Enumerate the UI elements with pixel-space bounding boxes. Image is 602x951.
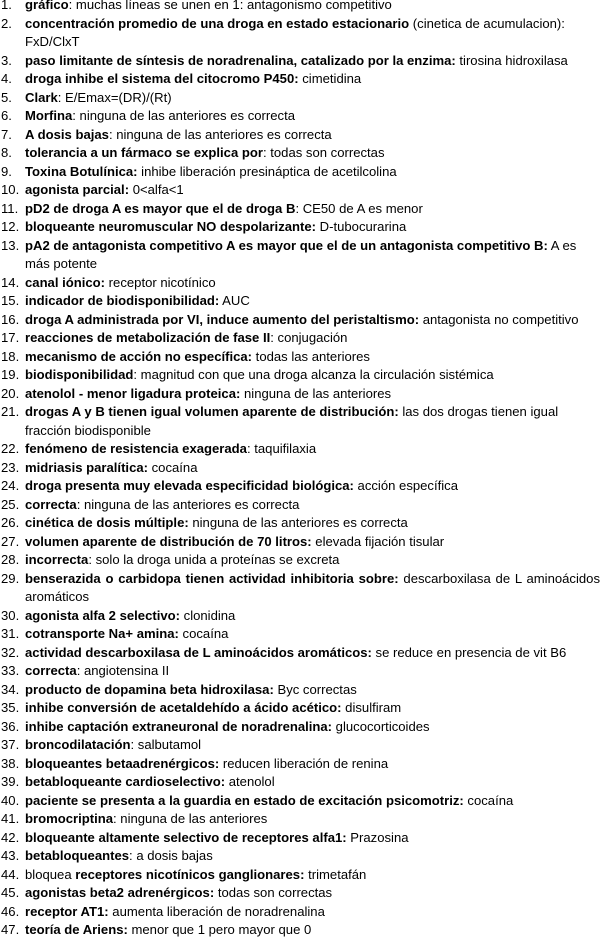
list-item — [0, 348, 602, 367]
item-term: bloqueantes betaadrenérgicos: — [25, 755, 220, 771]
item-term: receptores nicotínicos ganglionares: — [71, 866, 305, 882]
item-answer: ninguna de las anteriores — [240, 385, 392, 401]
item-term: Morfina — [25, 108, 73, 123]
list-item — [0, 644, 602, 663]
list-item — [0, 329, 602, 348]
item-text — [25, 810, 602, 829]
list-item — [0, 126, 602, 145]
item-number: 23. — [1, 459, 20, 475]
item-term: bloqueante altamente selectivo de receptores alfa1: — [25, 829, 347, 845]
list-item — [0, 810, 602, 829]
item-answer: reducen liberación de renina — [219, 755, 389, 771]
item-number: 14. — [1, 274, 20, 290]
item-text — [25, 829, 602, 848]
item-number: 34. — [1, 681, 20, 697]
list-item — [0, 773, 602, 792]
item-text — [25, 662, 602, 681]
item-text — [25, 792, 602, 811]
item-text — [25, 644, 602, 663]
item-term: cinética de dosis múltiple: — [25, 515, 189, 530]
item-term: correcta — [25, 663, 77, 678]
list-item — [0, 477, 602, 496]
item-number: 39. — [1, 774, 20, 789]
item-text — [25, 847, 602, 866]
item-text — [25, 718, 602, 737]
item-term: fenómeno de resistencia exagerada — [25, 441, 247, 456]
item-answer: menor que 1 pero mayor que 0 — [127, 922, 312, 937]
item-text — [25, 218, 602, 237]
item-number: 2. — [1, 15, 12, 31]
item-answer: (cinetica de acumulacion): FxD/ClxT — [25, 15, 565, 49]
item-number: 10. — [1, 182, 20, 197]
item-term: pD2 de droga A es mayor que el de droga B — [25, 200, 296, 216]
item-answer: : angiotensina II — [76, 663, 170, 678]
item-answer: : magnitud con que una droga alcanza la circulación sistémica — [133, 367, 494, 382]
list-item — [0, 829, 602, 848]
item-term: paciente se presenta a la guardia en estado de excitación psicomotriz: — [25, 792, 464, 808]
item-number: 28. — [1, 552, 20, 567]
item-number: 5. — [1, 89, 12, 105]
item-answer: todas son correctas — [214, 885, 333, 900]
item-number: 44. — [1, 866, 20, 882]
item-text — [25, 385, 602, 404]
item-answer: Byc correctas — [273, 681, 357, 697]
item-text — [25, 884, 602, 903]
item-term: cotransporte Na+ amina: — [25, 626, 179, 641]
list-item — [0, 625, 602, 644]
item-number: 19. — [1, 367, 20, 382]
item-term: Toxina Botulínica: — [25, 163, 138, 179]
item-term: bromocriptina — [25, 811, 114, 826]
item-number: 15. — [1, 293, 20, 308]
item-term: bloqueante neuromuscular NO despolarizante: — [25, 219, 317, 234]
item-answer: todas las anteriores — [252, 348, 370, 364]
item-term: agonistas beta2 adrenérgicos: — [25, 885, 215, 900]
item-number: 21. — [1, 404, 20, 419]
item-text — [25, 329, 602, 348]
item-term: reacciones de metabolización de fase II — [25, 330, 271, 345]
item-text — [25, 163, 602, 182]
item-answer: : taquifilaxia — [246, 441, 317, 456]
item-number: 43. — [1, 848, 20, 863]
item-number: 45. — [1, 885, 20, 900]
list-item — [0, 0, 602, 15]
item-term: tolerancia a un fármaco se explica por — [25, 145, 263, 160]
list-item — [0, 847, 602, 866]
list-item — [0, 15, 602, 52]
item-answer: aumenta liberación de noradrenalina — [108, 903, 325, 919]
item-answer: clonidina — [180, 607, 236, 623]
item-answer: : ninguna de las anteriores es correcta — [108, 126, 332, 142]
list-item — [0, 440, 602, 459]
item-text — [25, 107, 602, 126]
item-answer: : E/Emax=(DR)/(Rt) — [57, 89, 172, 105]
item-answer: descarboxilasa de L aminoácidos aromáticos — [25, 570, 601, 604]
item-text — [25, 52, 602, 71]
item-answer: AUC — [219, 293, 250, 308]
list-item — [0, 52, 602, 71]
list-item — [0, 607, 602, 626]
item-text — [25, 126, 602, 145]
item-number: 25. — [1, 496, 20, 512]
item-text — [25, 348, 602, 367]
item-number: 40. — [1, 792, 20, 808]
item-number: 30. — [1, 607, 20, 623]
item-number: 4. — [1, 71, 12, 86]
item-number: 7. — [1, 126, 12, 142]
item-answer: 0<alfa<1 — [129, 182, 184, 197]
list-item — [0, 459, 602, 478]
item-answer: elevada fijación tisular — [311, 533, 445, 549]
list-item — [0, 366, 602, 385]
item-number: 11. — [1, 200, 19, 216]
item-text — [25, 607, 602, 626]
item-text — [25, 292, 602, 311]
item-term: volumen aparente de distribución de 70 litros: — [25, 533, 312, 549]
item-number: 46. — [1, 903, 20, 919]
item-number: 26. — [1, 515, 20, 530]
item-number: 9. — [1, 163, 12, 179]
item-term: receptor AT1: — [25, 903, 109, 919]
list-item — [0, 70, 602, 89]
list-item — [0, 163, 602, 182]
item-text — [25, 89, 602, 108]
item-number: 16. — [1, 311, 20, 327]
item-answer: bloquea — [25, 866, 72, 882]
list-item — [0, 718, 602, 737]
item-number: 41. — [1, 811, 20, 826]
item-term: canal iónico: — [25, 274, 106, 290]
list-item — [0, 311, 602, 330]
item-answer: A es más potente — [25, 237, 577, 271]
item-text — [25, 866, 602, 885]
item-number: 27. — [1, 533, 20, 549]
item-number: 18. — [1, 348, 20, 364]
item-term: teoría de Ariens: — [25, 922, 128, 937]
item-number: 6. — [1, 108, 12, 123]
item-term: droga inhibe el sistema del citocromo P450: — [25, 71, 299, 86]
item-number: 37. — [1, 737, 20, 752]
item-text — [25, 681, 602, 700]
item-answer: cimetidina — [298, 71, 362, 86]
item-text — [25, 477, 602, 496]
list-item — [0, 218, 602, 237]
item-term: broncodilatación — [25, 737, 131, 752]
item-text — [25, 533, 602, 552]
item-answer: : ninguna de las anteriores — [113, 811, 268, 826]
item-answer: trimetafán — [304, 866, 367, 882]
item-text — [25, 496, 602, 515]
list-item — [0, 551, 602, 570]
list-item — [0, 89, 602, 108]
item-text — [25, 311, 602, 330]
item-answer: D-tubocurarina — [316, 219, 407, 234]
item-term: betabloqueante cardioselectivo: — [25, 774, 226, 789]
list-item — [0, 144, 602, 163]
item-term: concentración promedio de una droga en estado estacionario — [25, 15, 410, 31]
item-answer: cocaína — [463, 792, 514, 808]
item-number: 35. — [1, 700, 20, 715]
list-item — [0, 736, 602, 755]
item-text — [25, 773, 602, 792]
item-text — [25, 0, 602, 15]
list-item — [0, 181, 602, 200]
item-text — [25, 551, 602, 570]
item-number: 8. — [1, 145, 12, 160]
list-item — [0, 755, 602, 774]
list-item — [0, 533, 602, 552]
item-text — [25, 736, 602, 755]
item-number: 13. — [1, 237, 20, 253]
item-text — [25, 366, 602, 385]
list-item — [0, 903, 602, 922]
list-item — [0, 792, 602, 811]
item-term: atenolol - menor ligadura proteica: — [25, 385, 241, 401]
item-term: inhibe conversión de acetaldehído a ácido acético: — [25, 700, 342, 715]
item-answer: : todas son correctas — [262, 145, 385, 160]
list-item — [0, 496, 602, 515]
item-answer: glucocorticoides — [332, 718, 430, 734]
item-answer: Prazosina — [346, 829, 409, 845]
item-text — [25, 144, 602, 163]
item-text — [25, 570, 602, 607]
item-term: droga A administrada por VI, induce aumento del peristaltismo: — [25, 311, 420, 327]
item-text — [25, 903, 602, 922]
list-item — [0, 866, 602, 885]
item-text — [25, 274, 602, 293]
item-text — [25, 200, 602, 219]
list-item — [0, 681, 602, 700]
item-term: paso limitante de síntesis de noradrenalina, catalizado por la enzima: — [25, 52, 456, 68]
list-item — [0, 884, 602, 903]
item-text — [25, 440, 602, 459]
item-term: gráfico — [25, 0, 69, 12]
item-answer: cocaína — [178, 626, 229, 641]
item-answer: disulfiram — [341, 700, 402, 715]
item-term: indicador de biodisponibilidad: — [25, 293, 220, 308]
item-number: 33. — [1, 663, 20, 678]
item-answer: : a dosis bajas — [129, 848, 213, 863]
item-text — [25, 237, 602, 274]
list-item — [0, 274, 602, 293]
item-text — [25, 921, 602, 940]
item-number: 3. — [1, 52, 12, 68]
item-number: 20. — [1, 385, 20, 401]
item-number: 17. — [1, 330, 20, 345]
item-text — [25, 70, 602, 89]
item-number: 22. — [1, 441, 20, 456]
item-term: biodisponibilidad — [25, 367, 134, 382]
item-answer: : ninguna de las anteriores es correcta — [72, 108, 296, 123]
item-term: agonista parcial: — [25, 182, 130, 197]
item-number: 36. — [1, 718, 20, 734]
item-answer: : CE50 de A es menor — [295, 200, 423, 216]
item-term: producto de dopamina beta hidroxilasa: — [25, 681, 274, 697]
item-answer: antagonista no competitivo — [419, 311, 579, 327]
item-number: 1. — [1, 0, 12, 12]
list-item — [0, 403, 602, 440]
item-term: mecanismo de acción no específica: — [25, 348, 253, 364]
item-answer: inhibe liberación presináptica de acetilcolina — [137, 163, 397, 179]
item-number: 47. — [1, 922, 20, 937]
item-text — [25, 181, 602, 200]
list-item — [0, 514, 602, 533]
item-number: 42. — [1, 829, 20, 845]
list-item — [0, 662, 602, 681]
list-item — [0, 237, 602, 274]
item-text — [25, 514, 602, 533]
item-answer: : conjugación — [270, 330, 348, 345]
item-answer: : muchas líneas se unen en 1: antagonismo competitivo — [68, 0, 392, 12]
item-term: A dosis bajas — [25, 126, 109, 142]
item-term: midriasis paralítica: — [25, 459, 148, 475]
item-answer: : ninguna de las anteriores es correcta — [76, 496, 300, 512]
item-text — [25, 15, 602, 52]
item-answer: las dos drogas tienen igual fracción biodisponible — [25, 404, 559, 438]
item-term: correcta — [25, 496, 77, 512]
item-term: pA2 de antagonista competitivo A es mayor que el de un antagonista competitivo B: — [25, 237, 548, 253]
list-item — [0, 921, 602, 940]
item-number: 24. — [1, 478, 20, 493]
list-item — [0, 107, 602, 126]
item-number: 12. — [1, 219, 20, 234]
list-item — [0, 699, 602, 718]
item-term: actividad descarboxilasa de L aminoácidos aromáticos: — [25, 644, 372, 660]
item-term: betabloqueantes — [25, 848, 130, 863]
item-text — [25, 625, 602, 644]
item-answer: receptor nicotínico — [105, 274, 216, 290]
item-answer: : solo la droga unida a proteínas se excreta — [88, 552, 340, 567]
item-term: benserazida o carbidopa tienen actividad inhibitoria sobre: — [25, 570, 399, 586]
item-term: inhibe captación extraneuronal de noradrenalina: — [25, 718, 333, 734]
item-text — [25, 755, 602, 774]
item-term: incorrecta — [25, 552, 89, 567]
list-item — [0, 292, 602, 311]
item-term: droga presenta muy elevada especificidad biológica: — [25, 478, 354, 493]
item-answer: acción específica — [353, 478, 458, 493]
item-number: 32. — [1, 644, 20, 660]
item-number: 31. — [1, 626, 20, 641]
item-term: drogas A y B tienen igual volumen aparente de distribución: — [25, 404, 399, 419]
item-text — [25, 699, 602, 718]
item-answer: atenolol — [225, 774, 275, 789]
item-answer: ninguna de las anteriores es correcta — [188, 515, 408, 530]
item-answer: se reduce en presencia de vit B6 — [371, 644, 567, 660]
item-text — [25, 459, 602, 478]
list-item — [0, 385, 602, 404]
item-answer: cocaína — [148, 459, 198, 475]
item-number: 38. — [1, 755, 20, 771]
item-text — [25, 403, 602, 440]
item-number: 29. — [1, 570, 20, 586]
item-term: agonista alfa 2 selectivo: — [25, 607, 181, 623]
item-term: Clark — [25, 89, 58, 105]
list-item — [0, 570, 602, 607]
item-answer: tirosina hidroxilasa — [455, 52, 568, 68]
item-answer: : salbutamol — [130, 737, 202, 752]
list-item — [0, 200, 602, 219]
